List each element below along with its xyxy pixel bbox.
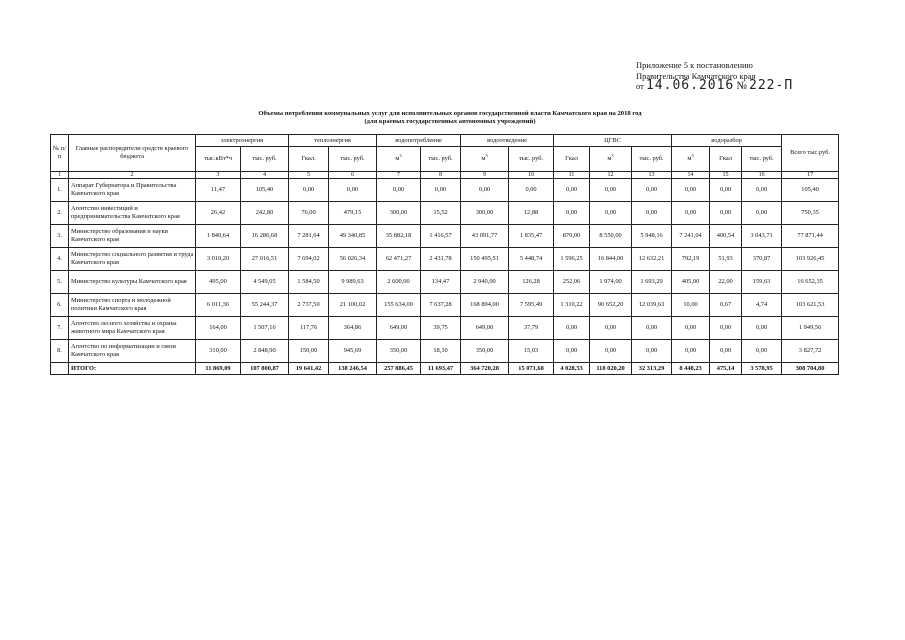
row-value: 10,00 bbox=[672, 294, 710, 317]
row-value: 18,10 bbox=[421, 340, 461, 363]
row-value: 0,00 bbox=[461, 179, 509, 202]
date-prefix: от bbox=[636, 81, 644, 91]
row-number: 4. bbox=[51, 248, 69, 271]
row-value: 0,00 bbox=[554, 202, 590, 225]
row-name: Агентство инвестиций и предпринимательства Камчатского края bbox=[69, 202, 196, 225]
row-value: 0,00 bbox=[554, 340, 590, 363]
row-value: 649,00 bbox=[377, 317, 421, 340]
row-value: 164,00 bbox=[196, 317, 241, 340]
row-value: 8 550,00 bbox=[590, 225, 632, 248]
total-value: 11 693,47 bbox=[421, 363, 461, 375]
row-value: 150,00 bbox=[289, 340, 329, 363]
row-value: 405,00 bbox=[672, 271, 710, 294]
row-value: 3 010,20 bbox=[196, 248, 241, 271]
row-value: 11,47 bbox=[196, 179, 241, 202]
unit-gcal-heat: Гкал. bbox=[289, 147, 329, 172]
column-index-cell: 4 bbox=[241, 172, 289, 179]
column-index-cell: 3 bbox=[196, 172, 241, 179]
total-value: 118 020,20 bbox=[590, 363, 632, 375]
title-line-1: Объемы потребления коммунальных услуг для исполнительных органов государственной власти Камчатского края на 2018 год bbox=[258, 110, 642, 117]
number-mark: № bbox=[736, 80, 747, 92]
column-index-cell: 15 bbox=[710, 172, 742, 179]
total-value: 15 071,68 bbox=[509, 363, 554, 375]
group-water-supply: водопотребление bbox=[377, 135, 461, 147]
row-value: 16 652,35 bbox=[782, 271, 839, 294]
total-value: 32 313,29 bbox=[632, 363, 672, 375]
unit-m3-exp: 3 bbox=[485, 153, 488, 159]
row-value: 77 871,44 bbox=[782, 225, 839, 248]
table-row bbox=[51, 271, 839, 294]
unit-m3-water-disposal bbox=[461, 147, 509, 172]
row-value: 126,28 bbox=[509, 271, 554, 294]
row-value: 1 507,16 bbox=[241, 317, 289, 340]
row-value: 39,75 bbox=[421, 317, 461, 340]
column-index-row bbox=[51, 172, 839, 179]
unit-rub-water-supply: тыс. руб. bbox=[421, 147, 461, 172]
total-value: 475,14 bbox=[710, 363, 742, 375]
row-value: 55 244,37 bbox=[241, 294, 289, 317]
row-value: 1 840,64 bbox=[196, 225, 241, 248]
row-value: 0,00 bbox=[377, 179, 421, 202]
row-value: 56 026,34 bbox=[329, 248, 377, 271]
row-value: 1 596,25 bbox=[554, 248, 590, 271]
row-value: 870,00 bbox=[554, 225, 590, 248]
total-value: 4 028,53 bbox=[554, 363, 590, 375]
row-value: 0,00 bbox=[710, 340, 742, 363]
table-row bbox=[51, 202, 839, 225]
header-row-groups bbox=[51, 135, 839, 147]
row-value: 0,00 bbox=[742, 317, 782, 340]
column-index-cell: 12 bbox=[590, 172, 632, 179]
column-index-cell: 10 bbox=[509, 172, 554, 179]
row-value: 649,00 bbox=[461, 317, 509, 340]
unit-m3-base: м bbox=[395, 155, 400, 163]
row-value: 22,00 bbox=[710, 271, 742, 294]
row-value: 0,00 bbox=[554, 179, 590, 202]
row-number: 3. bbox=[51, 225, 69, 248]
row-number: 5. bbox=[51, 271, 69, 294]
row-value: 364,86 bbox=[329, 317, 377, 340]
row-number: 2. bbox=[51, 202, 69, 225]
row-value: 2 848,90 bbox=[241, 340, 289, 363]
row-value: 7 694,02 bbox=[289, 248, 329, 271]
column-index-cell: 7 bbox=[377, 172, 421, 179]
row-value: 49 340,85 bbox=[329, 225, 377, 248]
row-value: 12,88 bbox=[509, 202, 554, 225]
row-value: 0,00 bbox=[672, 202, 710, 225]
row-value: 26,42 bbox=[196, 202, 241, 225]
row-value: 1 416,57 bbox=[421, 225, 461, 248]
row-value: 0,00 bbox=[742, 340, 782, 363]
row-name: Аппарат Губернатора и Правительства Камчатского края bbox=[69, 179, 196, 202]
group-heat: теплоэнергия bbox=[289, 135, 377, 147]
row-number: 7. bbox=[51, 317, 69, 340]
total-value: 364 720,28 bbox=[461, 363, 509, 375]
column-index-cell: 1 bbox=[51, 172, 69, 179]
unit-rub-electricity: тыс. руб. bbox=[241, 147, 289, 172]
row-value: 1 835,47 bbox=[509, 225, 554, 248]
row-value: 12 039,63 bbox=[632, 294, 672, 317]
total-label: ИТОГО: bbox=[69, 363, 196, 375]
row-value: 15,52 bbox=[421, 202, 461, 225]
table-row bbox=[51, 317, 839, 340]
row-value: 103 621,53 bbox=[782, 294, 839, 317]
row-value: 35 882,18 bbox=[377, 225, 421, 248]
row-value: 7 637,28 bbox=[421, 294, 461, 317]
row-value: 0,00 bbox=[289, 179, 329, 202]
row-value: 0,00 bbox=[632, 202, 672, 225]
row-value: 0,00 bbox=[672, 317, 710, 340]
row-value: 7 595,49 bbox=[509, 294, 554, 317]
col-num-header: № п/п bbox=[51, 135, 69, 172]
row-value: 0,00 bbox=[710, 179, 742, 202]
date-value: 14.06.2016 bbox=[645, 78, 735, 93]
row-value: 159,63 bbox=[742, 271, 782, 294]
row-number: 8. bbox=[51, 340, 69, 363]
row-value: 479,15 bbox=[329, 202, 377, 225]
group-water-disposal: водоотведение bbox=[461, 135, 554, 147]
row-value: 134,47 bbox=[421, 271, 461, 294]
row-value: 300,00 bbox=[461, 202, 509, 225]
row-value: 350,00 bbox=[377, 340, 421, 363]
row-value: 12 632,21 bbox=[632, 248, 672, 271]
unit-m3-base: м bbox=[607, 155, 612, 163]
unit-m3-water-supply bbox=[377, 147, 421, 172]
row-value: 792,19 bbox=[672, 248, 710, 271]
row-value: 117,76 bbox=[289, 317, 329, 340]
row-value: 2 431,78 bbox=[421, 248, 461, 271]
row-value: 1 974,00 bbox=[590, 271, 632, 294]
row-value: 0,00 bbox=[554, 317, 590, 340]
unit-m3-exp: 3 bbox=[691, 153, 694, 159]
unit-m3-hot-water bbox=[590, 147, 632, 172]
row-value: 350,00 bbox=[461, 340, 509, 363]
group-hot-water: ЦГВС bbox=[554, 135, 672, 147]
row-value: 3 827,72 bbox=[782, 340, 839, 363]
row-number: 1. bbox=[51, 179, 69, 202]
table-row bbox=[51, 179, 839, 202]
total-value: 138 246,54 bbox=[329, 363, 377, 375]
consumption-table bbox=[50, 134, 839, 375]
total-value: 19 641,42 bbox=[289, 363, 329, 375]
row-value: 9 989,63 bbox=[329, 271, 377, 294]
row-value: 0,00 bbox=[672, 179, 710, 202]
row-value: 2 737,50 bbox=[289, 294, 329, 317]
row-value: 16 844,00 bbox=[590, 248, 632, 271]
row-value: 0,67 bbox=[710, 294, 742, 317]
total-value: 3 578,95 bbox=[742, 363, 782, 375]
row-value: 495,00 bbox=[196, 271, 241, 294]
row-value: 0,00 bbox=[329, 179, 377, 202]
unit-m3-exp: 3 bbox=[611, 153, 614, 159]
title-line-2: (для краевых государственных автономных учреждений) bbox=[364, 118, 536, 125]
row-value: 0,00 bbox=[742, 179, 782, 202]
total-value: 11 869,09 bbox=[196, 363, 241, 375]
row-number: 6. bbox=[51, 294, 69, 317]
row-value: 4 549,05 bbox=[241, 271, 289, 294]
unit-rub-hot-water: тыс. руб. bbox=[632, 147, 672, 172]
row-value: 0,00 bbox=[710, 317, 742, 340]
row-value: 0,00 bbox=[632, 317, 672, 340]
appendix-header bbox=[636, 60, 793, 92]
table-row bbox=[51, 294, 839, 317]
group-electricity: электроэнергия bbox=[196, 135, 289, 147]
table-row bbox=[51, 225, 839, 248]
row-value: 0,00 bbox=[421, 179, 461, 202]
row-value: 0,00 bbox=[742, 202, 782, 225]
row-value: 945,69 bbox=[329, 340, 377, 363]
row-value: 0,00 bbox=[590, 340, 632, 363]
row-value: 37,79 bbox=[509, 317, 554, 340]
row-value: 21 100,02 bbox=[329, 294, 377, 317]
row-value: 2 600,00 bbox=[377, 271, 421, 294]
row-value: 0,00 bbox=[590, 317, 632, 340]
row-value: 242,80 bbox=[241, 202, 289, 225]
column-index-cell: 17 bbox=[782, 172, 839, 179]
row-value: 155 634,00 bbox=[377, 294, 421, 317]
row-name: Министерство спорта и молодежной политики Камчатского края bbox=[69, 294, 196, 317]
column-index-cell: 2 bbox=[69, 172, 196, 179]
total-row bbox=[51, 363, 839, 375]
row-value: 1 693,29 bbox=[632, 271, 672, 294]
appendix-line-2: Правительства Камчатского края bbox=[636, 70, 756, 81]
unit-rub-water-draw: тыс. руб. bbox=[742, 147, 782, 172]
table-row bbox=[51, 340, 839, 363]
row-value: 750,35 bbox=[782, 202, 839, 225]
row-name: Агентство по информатизации и связи Камчатского края bbox=[69, 340, 196, 363]
unit-m3-exp: 3 bbox=[399, 153, 402, 159]
row-value: 252,06 bbox=[554, 271, 590, 294]
column-index-cell: 13 bbox=[632, 172, 672, 179]
row-value: 0,00 bbox=[632, 179, 672, 202]
total-value: 257 886,45 bbox=[377, 363, 421, 375]
unit-rub-water-disposal: тыс. руб. bbox=[509, 147, 554, 172]
row-value: 300,00 bbox=[377, 202, 421, 225]
total-value: 8 448,23 bbox=[672, 363, 710, 375]
row-value: 105,40 bbox=[782, 179, 839, 202]
total-value: 107 800,87 bbox=[241, 363, 289, 375]
table-row bbox=[51, 248, 839, 271]
column-index-cell: 9 bbox=[461, 172, 509, 179]
unit-gcal-hot-water: Гкал bbox=[554, 147, 590, 172]
row-name: Министерство образования и науки Камчатского края bbox=[69, 225, 196, 248]
row-value: 51,93 bbox=[710, 248, 742, 271]
row-value: 4,74 bbox=[742, 294, 782, 317]
table-body bbox=[51, 172, 839, 375]
row-value: 0,00 bbox=[672, 340, 710, 363]
column-index-cell: 6 bbox=[329, 172, 377, 179]
column-index-cell: 14 bbox=[672, 172, 710, 179]
column-index-cell: 8 bbox=[421, 172, 461, 179]
row-name: Министерство культуры Камчатского края bbox=[69, 271, 196, 294]
row-value: 7 281,64 bbox=[289, 225, 329, 248]
document-title bbox=[160, 110, 740, 126]
unit-gcal-water-draw: Гкал bbox=[710, 147, 742, 172]
row-value: 168 894,00 bbox=[461, 294, 509, 317]
row-value: 5 948,16 bbox=[632, 225, 672, 248]
col-total-header: Всего тыс.руб. bbox=[782, 135, 839, 172]
unit-kwh: тыс.кВт*ч bbox=[196, 147, 241, 172]
total-blank-cell bbox=[51, 363, 69, 375]
row-value: 0,00 bbox=[509, 179, 554, 202]
unit-rub-heat: тыс. руб. bbox=[329, 147, 377, 172]
group-water-draw: водоразбор bbox=[672, 135, 782, 147]
row-value: 400,54 bbox=[710, 225, 742, 248]
column-index-cell: 11 bbox=[554, 172, 590, 179]
row-value: 1 949,56 bbox=[782, 317, 839, 340]
row-value: 310,00 bbox=[196, 340, 241, 363]
row-value: 150 495,51 bbox=[461, 248, 509, 271]
row-value: 27 016,51 bbox=[241, 248, 289, 271]
row-value: 0,00 bbox=[590, 202, 632, 225]
row-value: 1 584,50 bbox=[289, 271, 329, 294]
col-name-header: Главные распорядители средств краевого бюджета bbox=[69, 135, 196, 172]
total-value: 308 704,80 bbox=[782, 363, 839, 375]
unit-m3-base: м bbox=[481, 155, 486, 163]
row-value: 15,03 bbox=[509, 340, 554, 363]
column-index-cell: 5 bbox=[289, 172, 329, 179]
row-value: 6 011,36 bbox=[196, 294, 241, 317]
row-value: 7 241,04 bbox=[672, 225, 710, 248]
row-name: Министерство социального развития и труда Камчатского края bbox=[69, 248, 196, 271]
row-value: 3 043,71 bbox=[742, 225, 782, 248]
row-value: 105,40 bbox=[241, 179, 289, 202]
row-value: 103 926,45 bbox=[782, 248, 839, 271]
row-value: 62 471,27 bbox=[377, 248, 421, 271]
row-value: 1 310,22 bbox=[554, 294, 590, 317]
row-value: 76,00 bbox=[289, 202, 329, 225]
appendix-line-1: Приложение 5 к постановлению bbox=[636, 60, 753, 70]
row-value: 0,00 bbox=[710, 202, 742, 225]
row-value: 0,00 bbox=[632, 340, 672, 363]
row-value: 0,00 bbox=[590, 179, 632, 202]
row-value: 2 940,00 bbox=[461, 271, 509, 294]
row-value: 90 652,20 bbox=[590, 294, 632, 317]
row-value: 5 448,74 bbox=[509, 248, 554, 271]
unit-m3-base: м bbox=[687, 155, 692, 163]
row-value: 16 286,68 bbox=[241, 225, 289, 248]
appendix-date-line bbox=[636, 78, 794, 93]
row-value: 370,87 bbox=[742, 248, 782, 271]
number-value: 222-П bbox=[749, 78, 794, 93]
row-name: Агентство лесного хозяйства и охраны животного мира Камчатского края bbox=[69, 317, 196, 340]
column-index-cell: 16 bbox=[742, 172, 782, 179]
unit-m3-water-draw bbox=[672, 147, 710, 172]
row-value: 43 091,77 bbox=[461, 225, 509, 248]
